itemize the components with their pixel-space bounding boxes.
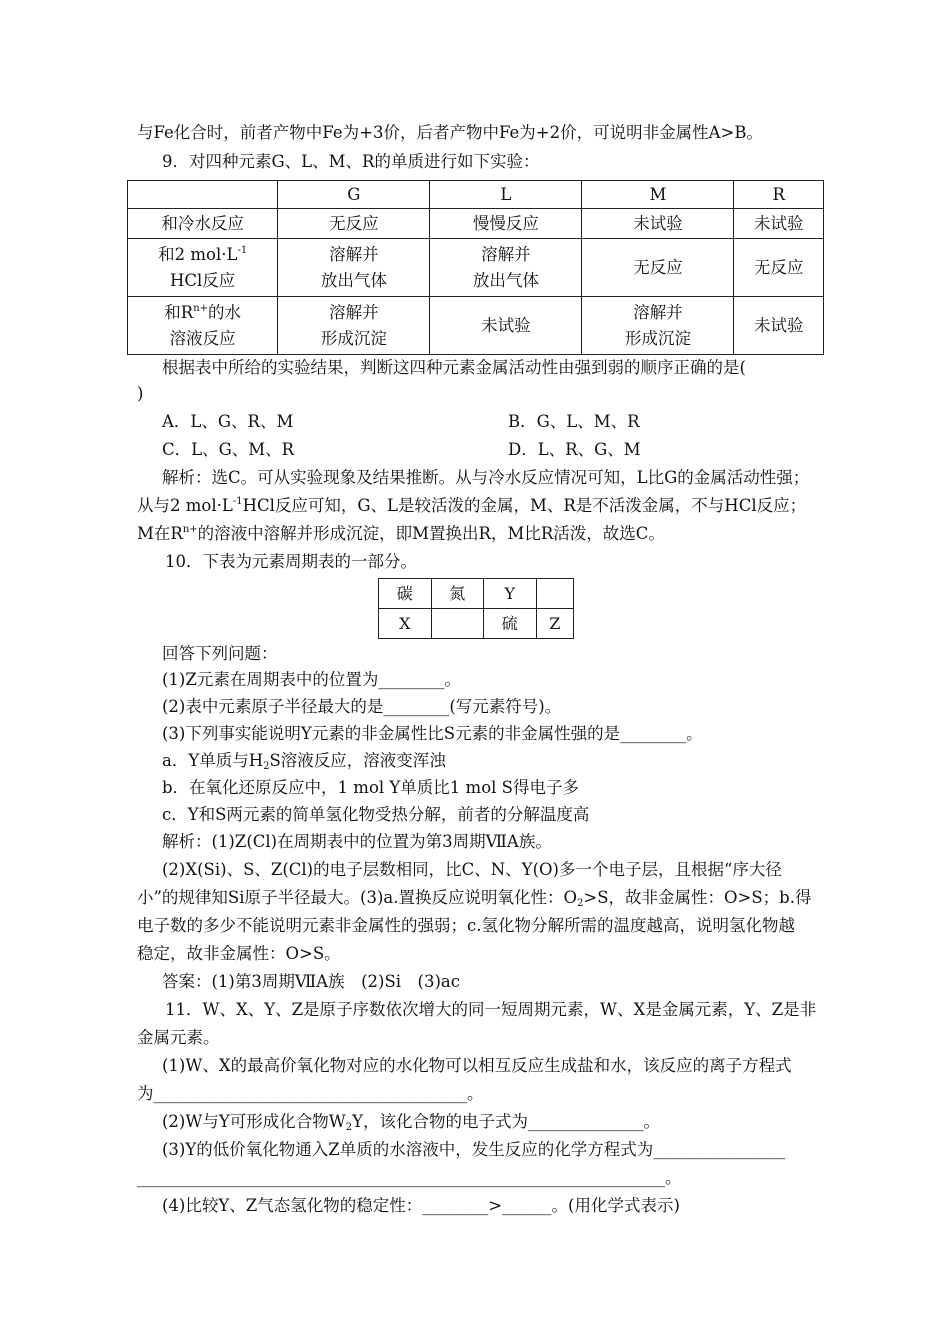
- table-header-cell: G: [278, 181, 430, 209]
- choice-line: c．Y和S两元素的简单氢化物受热分解，前者的分解温度高: [162, 805, 590, 824]
- analysis-line: [137, 888, 811, 908]
- cell-superscript: n+: [193, 302, 209, 314]
- subscript: 2: [345, 1122, 353, 1133]
- table-cell: 硫: [484, 609, 537, 639]
- table-cell: [278, 239, 430, 297]
- subscript: 2: [577, 898, 584, 909]
- cell-text: HCl反应: [170, 270, 236, 290]
- table-cell: [430, 239, 582, 297]
- table-cell: Z: [536, 609, 573, 639]
- question-10: 10．下表为元素周期表的一部分。: [165, 552, 417, 571]
- table-cell: [128, 297, 278, 355]
- text-segment: >S，故非金属性：O>S；b.得: [583, 888, 812, 907]
- answer-blank-line: 为______________________________________。: [137, 1084, 484, 1103]
- cell-text: 和R: [164, 302, 194, 322]
- cell-text: 的水: [208, 302, 242, 322]
- subscript: 2: [263, 761, 270, 772]
- cell-text: 溶液反应: [169, 328, 236, 348]
- text-line: ): [137, 384, 144, 403]
- superscript: n+: [182, 524, 198, 535]
- text-segment: S溶液反应，溶液变浑浊: [269, 751, 446, 770]
- cell-text: 放出气体: [472, 270, 539, 290]
- cell-text: 溶解并: [329, 244, 379, 264]
- cell-superscript: -1: [237, 244, 248, 256]
- text-segment: (2)W与Y可形成化合物W: [162, 1112, 346, 1131]
- analysis-line: 解析：选C。可从实验现象及结果推断。从与冷水反应情况可知，L比G的金属活动性强；: [162, 468, 810, 487]
- sub-question: (1)W、X的最高价氧化物对应的水化物可以相互反应生成盐和水，该反应的离子方程式: [162, 1056, 792, 1075]
- cell-text: 形成沉淀: [624, 328, 691, 348]
- analysis-line: [137, 524, 665, 544]
- table-cell: [128, 239, 278, 297]
- cell-text: 形成沉淀: [320, 328, 387, 348]
- text-segment: a．Y单质与H: [162, 751, 264, 770]
- table-cell: 无反应: [734, 239, 824, 297]
- table-cell: [536, 579, 573, 609]
- table-header-cell: R: [734, 181, 824, 209]
- table-cell: 无反应: [278, 209, 430, 239]
- table-cell: 无反应: [582, 239, 734, 297]
- table-cell: [278, 297, 430, 355]
- sub-question: (3)下列事实能说明Y元素的非金属性比S元素的非金属性强的是________。: [162, 724, 703, 743]
- cell-text: 溶解并: [481, 244, 531, 264]
- cell-text: 和2 mol·L: [158, 244, 238, 264]
- table-cell: 氮: [431, 579, 484, 609]
- option-c: C．L、G、M、R: [162, 440, 295, 459]
- analysis-line: 稳定，故非金属性：O>S。: [137, 944, 341, 963]
- table-cell: 未试验: [734, 209, 824, 239]
- superscript: -1: [232, 496, 243, 507]
- table-cell: [431, 609, 484, 639]
- table-cell: 和冷水反应: [128, 209, 278, 239]
- option-b: B．G、L、M、R: [508, 412, 640, 431]
- cell-text: 放出气体: [320, 270, 387, 290]
- analysis-line: [137, 496, 806, 516]
- periodic-table-fragment: [378, 578, 574, 639]
- question-11: 11．W、X、Y、Z是原子序数依次增大的同一短周期元素，W、X是金属元素，Y、Z是非: [165, 1000, 817, 1019]
- question-9: 9．对四种元素G、L、M、R的单质进行如下实验：: [162, 152, 540, 171]
- option-d: D．L、R、G、M: [508, 440, 641, 459]
- table-header-cell: [128, 181, 278, 209]
- text-segment: 小”的规律知Si原子半径最大。(3)a.置换反应说明氧化性：O: [137, 888, 577, 907]
- text-line: 回答下列问题：: [162, 644, 278, 663]
- answer-blank-line: ________________________________________________________________。: [137, 1168, 682, 1187]
- text-segment: HCl反应可知，G、L是较活泼的金属，M、R是不活泼金属，不与HCl反应；: [242, 496, 807, 515]
- text-line: 金属元素。: [137, 1028, 220, 1047]
- table-cell: 未试验: [734, 297, 824, 355]
- sub-question: (3)Y的低价氧化物通入Z单质的水溶液中，发生反应的化学方程式为________________: [162, 1140, 786, 1159]
- table-cell: 未试验: [430, 297, 582, 355]
- text-segment: 从与2 mol·L: [137, 496, 233, 515]
- analysis-line: 解析：(1)Z(Cl)在周期表中的位置为第3周期ⅦA族。: [162, 832, 552, 851]
- choice-line: [162, 751, 446, 771]
- option-a: A．L、G、R、M: [162, 412, 294, 431]
- cell-text: 溶解并: [633, 302, 683, 322]
- sub-question: (1)Z元素在周期表中的位置为________。: [162, 670, 461, 689]
- table-header-cell: M: [582, 181, 734, 209]
- table-cell: [582, 297, 734, 355]
- table-cell: 慢慢反应: [430, 209, 582, 239]
- text-line: 根据表中所给的实验结果，判断这四种元素金属活动性由强到弱的顺序正确的是(: [162, 358, 746, 377]
- text-segment: Y，该化合物的电子式为______________。: [352, 1112, 660, 1131]
- table-cell: Y: [484, 579, 537, 609]
- table-header-cell: L: [430, 181, 582, 209]
- table-cell: 未试验: [582, 209, 734, 239]
- choice-line: b．在氧化还原反应中，1 mol Y单质比1 mol S得电子多: [162, 778, 579, 797]
- cell-text: 溶解并: [329, 302, 379, 322]
- text-line: 与Fe化合时，前者产物中Fe为+3价，后者产物中Fe为+2价，可说明非金属性A>B。: [137, 123, 763, 142]
- table-cell: 碳: [379, 579, 432, 609]
- sub-question: (4)比较Y、Z气态氢化物的稳定性：________>______。(用化学式表示): [162, 1196, 680, 1215]
- table-cell: X: [379, 609, 432, 639]
- analysis-line: 电子数的多少不能说明元素非金属性的强弱；c.氢化物分解所需的温度越高，说明氢化物越: [137, 916, 795, 935]
- analysis-line: (2)X(Si)、S、Z(Cl)的电子层数相同，比C、N、Y(O)多一个电子层，且根据“序大径: [162, 860, 782, 879]
- text-segment: 的溶液中溶解并形成沉淀，即M置换出R，M比R活泼，故选C。: [197, 524, 665, 543]
- experiment-table: [127, 180, 824, 355]
- sub-question: (2)表中元素原子半径最大的是________(写元素符号)。: [162, 697, 562, 716]
- text-segment: M在R: [137, 524, 183, 543]
- sub-question: [162, 1112, 660, 1132]
- answer-line: 答案：(1)第3周期ⅦA族 (2)Si (3)ac: [162, 972, 460, 991]
